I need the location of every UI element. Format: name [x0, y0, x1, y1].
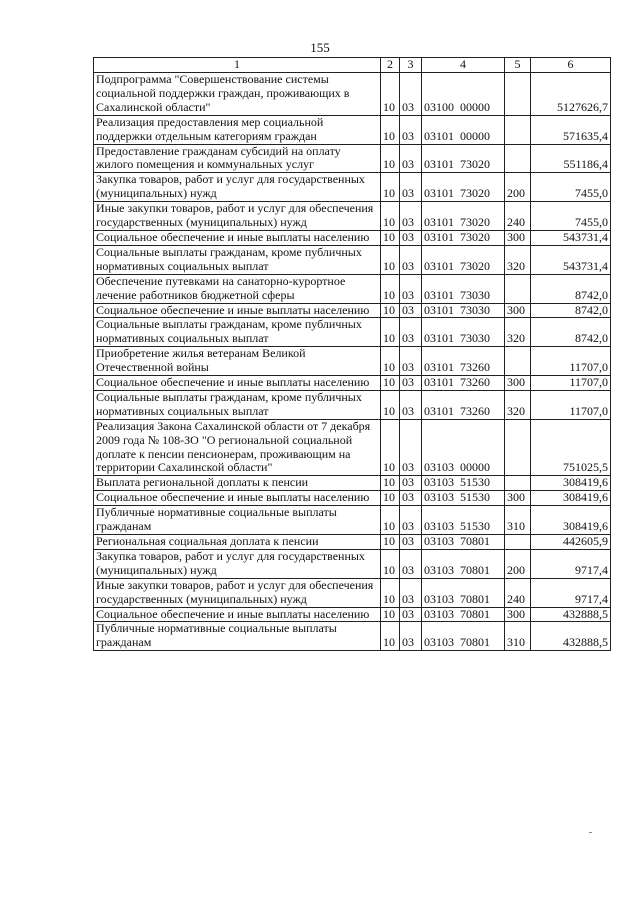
row-name-cell: Социальное обеспечение и иные выплаты населению	[94, 376, 381, 391]
row-subsection-cell: 03	[400, 202, 422, 231]
row-target-article-cell: 03103 70801	[422, 622, 505, 651]
table-row	[94, 202, 611, 231]
row-section-cell: 10	[381, 476, 400, 491]
row-section-cell: 10	[381, 491, 400, 506]
row-expense-type-cell: 300	[505, 607, 531, 622]
column-header-amount: 6	[531, 58, 611, 73]
row-expense-type-cell: 310	[505, 622, 531, 651]
row-amount-cell: 8742,0	[531, 274, 611, 303]
row-subsection-cell: 03	[400, 347, 422, 376]
row-target-article-cell: 03103 51530	[422, 506, 505, 535]
table-row	[94, 173, 611, 202]
row-section-cell: 10	[381, 202, 400, 231]
row-amount-cell: 543731,4	[531, 230, 611, 245]
row-target-article-cell: 03103 51530	[422, 476, 505, 491]
row-amount-cell: 7455,0	[531, 173, 611, 202]
column-header-expense-type: 5	[505, 58, 531, 73]
row-section-cell: 10	[381, 115, 400, 144]
row-expense-type-cell: 240	[505, 578, 531, 607]
column-header-subsection: 3	[400, 58, 422, 73]
row-section-cell: 10	[381, 390, 400, 419]
row-amount-cell: 11707,0	[531, 347, 611, 376]
row-amount-cell: 751025,5	[531, 419, 611, 476]
row-name-cell: Публичные нормативные социальные выплаты гражданам	[94, 622, 381, 651]
budget-table	[93, 57, 611, 651]
row-name-cell: Подпрограмма "Совершенствование системы социальной поддержки граждан, проживающих в Сахалинской области"	[94, 73, 381, 116]
row-target-article-cell: 03101 73030	[422, 303, 505, 318]
row-subsection-cell: 03	[400, 173, 422, 202]
row-target-article-cell: 03103 70801	[422, 549, 505, 578]
row-name-cell: Реализация предоставления мер социальной поддержки отдельным категориям граждан	[94, 115, 381, 144]
table-row	[94, 607, 611, 622]
row-name-cell: Социальные выплаты гражданам, кроме публичных нормативных социальных выплат	[94, 245, 381, 274]
row-subsection-cell: 03	[400, 245, 422, 274]
row-name-cell: Закупка товаров, работ и услуг для государственных (муниципальных) нужд	[94, 173, 381, 202]
row-amount-cell: 11707,0	[531, 376, 611, 391]
row-target-article-cell: 03103 70801	[422, 535, 505, 550]
row-section-cell: 10	[381, 549, 400, 578]
row-section-cell: 10	[381, 73, 400, 116]
row-amount-cell: 308419,6	[531, 506, 611, 535]
row-expense-type-cell	[505, 535, 531, 550]
row-amount-cell: 432888,5	[531, 622, 611, 651]
row-section-cell: 10	[381, 506, 400, 535]
row-name-cell: Региональная социальная доплата к пенсии	[94, 535, 381, 550]
column-header-section: 2	[381, 58, 400, 73]
row-name-cell: Социальное обеспечение и иные выплаты населению	[94, 607, 381, 622]
row-target-article-cell: 03101 73020	[422, 245, 505, 274]
row-section-cell: 10	[381, 144, 400, 173]
row-amount-cell: 442605,9	[531, 535, 611, 550]
row-amount-cell: 5127626,7	[531, 73, 611, 116]
row-subsection-cell: 03	[400, 578, 422, 607]
scan-speck	[589, 832, 592, 833]
row-subsection-cell: 03	[400, 622, 422, 651]
table-row	[94, 347, 611, 376]
row-expense-type-cell	[505, 274, 531, 303]
row-amount-cell: 11707,0	[531, 390, 611, 419]
column-header-target-article: 4	[422, 58, 505, 73]
table-row	[94, 419, 611, 476]
row-name-cell: Реализация Закона Сахалинской области от 7 декабря 2009 года № 108-ЗО "О региональной социальной доплате к пенсии пенсионерам, проживающим на территории Сахалинской области"	[94, 419, 381, 476]
row-amount-cell: 9717,4	[531, 549, 611, 578]
table-row	[94, 73, 611, 116]
row-section-cell: 10	[381, 303, 400, 318]
row-amount-cell: 432888,5	[531, 607, 611, 622]
table-row	[94, 535, 611, 550]
row-section-cell: 10	[381, 419, 400, 476]
row-subsection-cell: 03	[400, 274, 422, 303]
row-target-article-cell: 03103 00000	[422, 419, 505, 476]
row-target-article-cell: 03101 73020	[422, 144, 505, 173]
row-section-cell: 10	[381, 347, 400, 376]
table-row	[94, 390, 611, 419]
row-name-cell: Социальные выплаты гражданам, кроме публичных нормативных социальных выплат	[94, 318, 381, 347]
row-name-cell: Иные закупки товаров, работ и услуг для обеспечения государственных (муниципальных) нужд	[94, 578, 381, 607]
row-expense-type-cell	[505, 115, 531, 144]
row-target-article-cell: 03100 00000	[422, 73, 505, 116]
row-amount-cell: 543731,4	[531, 245, 611, 274]
table-row	[94, 115, 611, 144]
page-number: 155	[310, 40, 330, 55]
row-target-article-cell: 03103 70801	[422, 578, 505, 607]
row-name-cell: Социальное обеспечение и иные выплаты населению	[94, 230, 381, 245]
row-expense-type-cell: 240	[505, 202, 531, 231]
row-expense-type-cell	[505, 419, 531, 476]
row-subsection-cell: 03	[400, 230, 422, 245]
row-expense-type-cell	[505, 476, 531, 491]
table-row	[94, 549, 611, 578]
row-section-cell: 10	[381, 578, 400, 607]
row-subsection-cell: 03	[400, 376, 422, 391]
row-subsection-cell: 03	[400, 73, 422, 116]
table-row	[94, 578, 611, 607]
row-name-cell: Социальное обеспечение и иные выплаты населению	[94, 491, 381, 506]
row-name-cell: Иные закупки товаров, работ и услуг для обеспечения государственных (муниципальных) нужд	[94, 202, 381, 231]
row-section-cell: 10	[381, 318, 400, 347]
column-header-name: 1	[94, 58, 381, 73]
row-amount-cell: 8742,0	[531, 318, 611, 347]
row-amount-cell: 308419,6	[531, 491, 611, 506]
row-expense-type-cell: 310	[505, 506, 531, 535]
row-section-cell: 10	[381, 622, 400, 651]
row-subsection-cell: 03	[400, 419, 422, 476]
row-target-article-cell: 03101 73260	[422, 376, 505, 391]
row-subsection-cell: 03	[400, 144, 422, 173]
table-row	[94, 376, 611, 391]
table-header-row	[94, 58, 611, 73]
row-subsection-cell: 03	[400, 390, 422, 419]
row-target-article-cell: 03103 70801	[422, 607, 505, 622]
row-expense-type-cell: 300	[505, 303, 531, 318]
row-target-article-cell: 03101 73020	[422, 173, 505, 202]
row-expense-type-cell: 200	[505, 173, 531, 202]
row-amount-cell: 9717,4	[531, 578, 611, 607]
table-row	[94, 274, 611, 303]
row-expense-type-cell: 320	[505, 390, 531, 419]
row-subsection-cell: 03	[400, 476, 422, 491]
row-target-article-cell: 03101 73260	[422, 390, 505, 419]
row-target-article-cell: 03101 73030	[422, 274, 505, 303]
row-section-cell: 10	[381, 607, 400, 622]
row-amount-cell: 308419,6	[531, 476, 611, 491]
row-target-article-cell: 03101 73020	[422, 230, 505, 245]
row-expense-type-cell	[505, 144, 531, 173]
row-name-cell: Социальное обеспечение и иные выплаты населению	[94, 303, 381, 318]
row-name-cell: Закупка товаров, работ и услуг для государственных (муниципальных) нужд	[94, 549, 381, 578]
row-expense-type-cell: 320	[505, 318, 531, 347]
row-subsection-cell: 03	[400, 535, 422, 550]
table-row	[94, 303, 611, 318]
row-expense-type-cell: 300	[505, 230, 531, 245]
row-section-cell: 10	[381, 535, 400, 550]
row-subsection-cell: 03	[400, 549, 422, 578]
table-row	[94, 144, 611, 173]
row-expense-type-cell	[505, 73, 531, 116]
table-row	[94, 506, 611, 535]
row-name-cell: Обеспечение путевками на санаторно-курортное лечение работников бюджетной сферы	[94, 274, 381, 303]
row-target-article-cell: 03101 73260	[422, 347, 505, 376]
row-section-cell: 10	[381, 230, 400, 245]
row-expense-type-cell: 300	[505, 491, 531, 506]
row-target-article-cell: 03101 73020	[422, 202, 505, 231]
row-section-cell: 10	[381, 173, 400, 202]
row-section-cell: 10	[381, 274, 400, 303]
table-row	[94, 491, 611, 506]
table-row	[94, 318, 611, 347]
row-section-cell: 10	[381, 245, 400, 274]
table-row	[94, 230, 611, 245]
row-amount-cell: 551186,4	[531, 144, 611, 173]
row-amount-cell: 8742,0	[531, 303, 611, 318]
row-expense-type-cell: 320	[505, 245, 531, 274]
row-target-article-cell: 03103 51530	[422, 491, 505, 506]
row-subsection-cell: 03	[400, 318, 422, 347]
table-row	[94, 476, 611, 491]
row-amount-cell: 571635,4	[531, 115, 611, 144]
row-subsection-cell: 03	[400, 506, 422, 535]
row-subsection-cell: 03	[400, 607, 422, 622]
row-target-article-cell: 03101 00000	[422, 115, 505, 144]
row-section-cell: 10	[381, 376, 400, 391]
row-expense-type-cell: 300	[505, 376, 531, 391]
row-name-cell: Выплата региональной доплаты к пенсии	[94, 476, 381, 491]
row-target-article-cell: 03101 73030	[422, 318, 505, 347]
row-expense-type-cell: 200	[505, 549, 531, 578]
row-name-cell: Социальные выплаты гражданам, кроме публичных нормативных социальных выплат	[94, 390, 381, 419]
row-subsection-cell: 03	[400, 303, 422, 318]
row-name-cell: Предоставление гражданам субсидий на оплату жилого помещения и коммунальных услуг	[94, 144, 381, 173]
table-row	[94, 245, 611, 274]
row-amount-cell: 7455,0	[531, 202, 611, 231]
row-expense-type-cell	[505, 347, 531, 376]
row-subsection-cell: 03	[400, 491, 422, 506]
row-name-cell: Приобретение жилья ветеранам Великой Отечественной войны	[94, 347, 381, 376]
row-name-cell: Публичные нормативные социальные выплаты гражданам	[94, 506, 381, 535]
table-row	[94, 622, 611, 651]
row-subsection-cell: 03	[400, 115, 422, 144]
